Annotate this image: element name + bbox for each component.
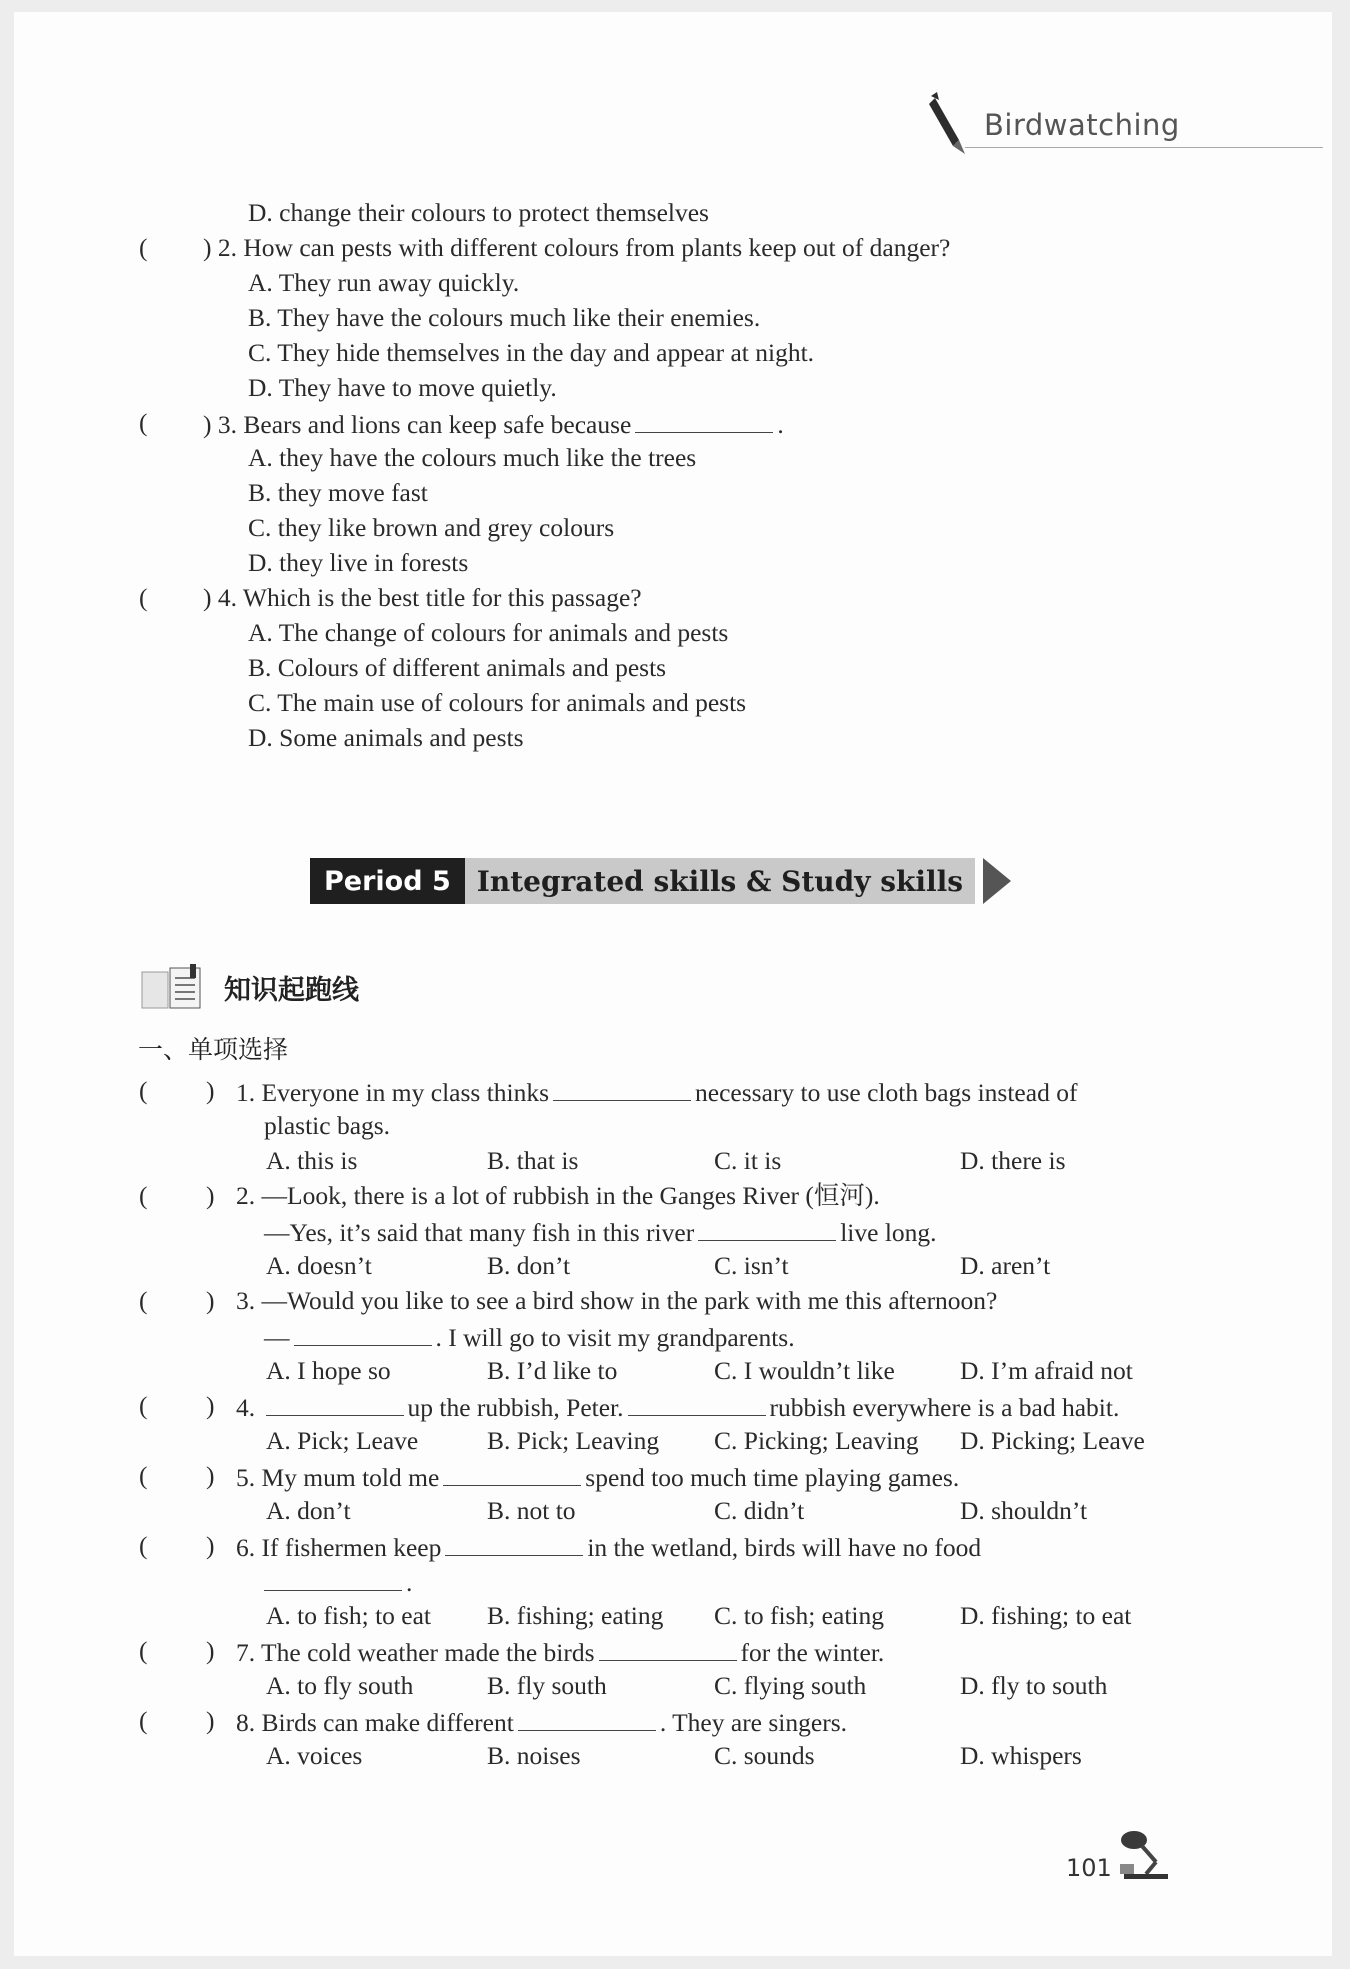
answer-blank[interactable] (294, 1319, 432, 1346)
period-title: Integrated skills & Study skills (465, 858, 975, 904)
q-num: 7. (236, 1638, 256, 1667)
answer-paren: ) (206, 1636, 215, 1665)
answer-paren: ) (206, 1391, 215, 1420)
option: B. I’d like to (487, 1356, 618, 1385)
option: C. I wouldn’t like (714, 1356, 895, 1385)
answer-paren: ( (139, 1531, 148, 1560)
page-number: 101 (1066, 1854, 1112, 1882)
answer-paren: ( (139, 1181, 148, 1210)
q-num: 8. (236, 1708, 256, 1737)
q2-line1 (236, 1179, 880, 1213)
answer-blank[interactable] (518, 1704, 656, 1731)
stem-text: up the rubbish, Peter. (407, 1393, 624, 1422)
book-icon (140, 964, 206, 1012)
q3-line2 (264, 1319, 795, 1355)
option: A. they have the colours much like the trees (248, 443, 697, 472)
option: A. I hope so (266, 1356, 391, 1385)
option: B. Pick; Leaving (487, 1426, 660, 1455)
stem-text: spend too much time playing games. (585, 1463, 960, 1492)
q6-line2 (264, 1564, 412, 1600)
option: D. shouldn’t (960, 1496, 1088, 1525)
q3-line1 (236, 1284, 997, 1318)
option: C. The main use of colours for animals and pests (248, 688, 747, 717)
stem-text: . They are singers. (659, 1708, 847, 1737)
option: C. to fish; eating (714, 1601, 884, 1630)
answer-paren: ) (206, 1181, 215, 1210)
q7-stem (236, 1634, 884, 1670)
q-num: 5. (236, 1463, 256, 1492)
option: D. they live in forests (248, 548, 469, 577)
option: C. Picking; Leaving (714, 1426, 919, 1455)
reading-q2-stem: ) 2. How can pests with different colours from plants keep out of danger? (203, 233, 951, 262)
option: A. to fish; to eat (266, 1601, 432, 1630)
option: D. there is (960, 1146, 1066, 1175)
option: C. they like brown and grey colours (248, 513, 615, 542)
answer-paren: ( (139, 1391, 148, 1420)
stem-text: ) 3. Bears and lions can keep safe because (203, 410, 632, 439)
stem-text: necessary to use cloth bags instead of (695, 1078, 1078, 1107)
option: A. voices (266, 1741, 363, 1770)
option: C. isn’t (714, 1251, 789, 1280)
option: B. noises (487, 1741, 581, 1770)
answer-blank[interactable] (443, 1459, 581, 1486)
option: A. The change of colours for animals and pests (248, 618, 729, 647)
option: B. not to (487, 1496, 576, 1525)
answer-paren: ( (139, 1286, 148, 1315)
stem-text: The cold weather made the birds (261, 1638, 595, 1667)
stem-text: . I will go to visit my grandparents. (435, 1323, 795, 1352)
stem-text: — (264, 1323, 290, 1352)
stem-text: in the wetland, birds will have no food (587, 1533, 982, 1562)
pen-icon (925, 92, 973, 160)
option: B. they move fast (248, 478, 428, 507)
answer-blank[interactable] (698, 1214, 836, 1241)
q1-option-d: D. change their colours to protect themselves (248, 198, 709, 227)
answer-paren: ) (206, 1461, 215, 1490)
stem-text: If fishermen keep (261, 1533, 442, 1562)
answer-paren: ( (139, 233, 148, 262)
answer-paren: ) (206, 1286, 215, 1315)
option: C. They hide themselves in the day and appear at night. (248, 338, 815, 367)
option: A. doesn’t (266, 1251, 372, 1280)
answer-paren: ( (139, 1636, 148, 1665)
stem-text: rubbish everywhere is a bad habit. (769, 1393, 1120, 1422)
option: D. fishing; to eat (960, 1601, 1132, 1630)
stem-text: Birds can make different (261, 1708, 514, 1737)
option: B. fishing; eating (487, 1601, 664, 1630)
option: B. don’t (487, 1251, 571, 1280)
option: A. to fly south (266, 1671, 414, 1700)
section-title: 知识起跑线 (224, 975, 359, 1006)
answer-blank[interactable] (628, 1389, 766, 1416)
option: D. Some animals and pests (248, 723, 524, 752)
q-num: 4. (236, 1393, 256, 1422)
answer-paren: ( (139, 1076, 148, 1105)
q-num: 2. (236, 1181, 256, 1210)
answer-blank[interactable] (264, 1564, 402, 1591)
option: B. fly south (487, 1671, 607, 1700)
option: D. They have to move quietly. (248, 373, 557, 402)
option: B. that is (487, 1146, 579, 1175)
answer-blank[interactable] (445, 1529, 583, 1556)
answer-blank[interactable] (599, 1634, 737, 1661)
answer-paren: ( (139, 408, 148, 437)
option: A. this is (266, 1146, 358, 1175)
stem-end: . (777, 410, 784, 439)
option: C. flying south (714, 1671, 867, 1700)
stem-text: —Look, there is a lot of rubbish in the Ganges River (恒河). (261, 1181, 880, 1210)
option: A. They run away quickly. (248, 268, 520, 297)
q8-stem (236, 1704, 847, 1740)
q2-line2 (264, 1214, 937, 1250)
stem-end: . (406, 1568, 413, 1597)
q1-cont: plastic bags. (264, 1111, 391, 1140)
stem-text: —Would you like to see a bird show in the park with me this afternoon? (261, 1286, 998, 1315)
option: D. Picking; Leave (960, 1426, 1145, 1455)
q6-stem (236, 1529, 981, 1565)
section-subtitle: 一、单项选择 (138, 1035, 289, 1064)
option: C. didn’t (714, 1496, 805, 1525)
answer-blank[interactable] (553, 1074, 691, 1101)
q5-stem (236, 1459, 959, 1495)
option: B. Colours of different animals and pests (248, 653, 667, 682)
period-banner (310, 858, 1011, 904)
option: B. They have the colours much like their enemies. (248, 303, 761, 332)
stem-text: for the winter. (740, 1638, 885, 1667)
answer-paren: ) (206, 1531, 215, 1560)
stem-text: —Yes, it’s said that many fish in this river (264, 1218, 695, 1247)
answer-paren: ) (206, 1076, 215, 1105)
option: A. Pick; Leave (266, 1426, 419, 1455)
answer-blank[interactable] (635, 406, 773, 433)
stem-text: My mum told me (261, 1463, 440, 1492)
reading-q4-stem: ) 4. Which is the best title for this passage? (203, 583, 642, 612)
option: C. it is (714, 1146, 782, 1175)
q-num: 6. (236, 1533, 256, 1562)
q4-stem (236, 1389, 1119, 1425)
answer-blank[interactable] (266, 1389, 404, 1416)
stem-text: live long. (840, 1218, 937, 1247)
option: D. whispers (960, 1741, 1082, 1770)
q-num: 3. (236, 1286, 256, 1315)
option: D. I’m afraid not (960, 1356, 1133, 1385)
period-label: Period 5 (310, 858, 465, 904)
answer-paren: ) (206, 1706, 215, 1735)
stem-text: Everyone in my class thinks (261, 1078, 550, 1107)
reading-q3-stem (203, 406, 784, 442)
answer-paren: ( (139, 1461, 148, 1490)
answer-paren: ( (139, 583, 148, 612)
option: D. aren’t (960, 1251, 1051, 1280)
desk-lamp-icon (1116, 1826, 1174, 1882)
arrow-right-icon (983, 858, 1011, 904)
option: A. don’t (266, 1496, 351, 1525)
option: D. fly to south (960, 1671, 1108, 1700)
q1-stem (236, 1074, 1077, 1110)
header-rule (965, 147, 1323, 148)
q-num: 1. (236, 1078, 256, 1107)
header-title: Birdwatching (984, 108, 1180, 142)
option: C. sounds (714, 1741, 815, 1770)
answer-paren: ( (139, 1706, 148, 1735)
